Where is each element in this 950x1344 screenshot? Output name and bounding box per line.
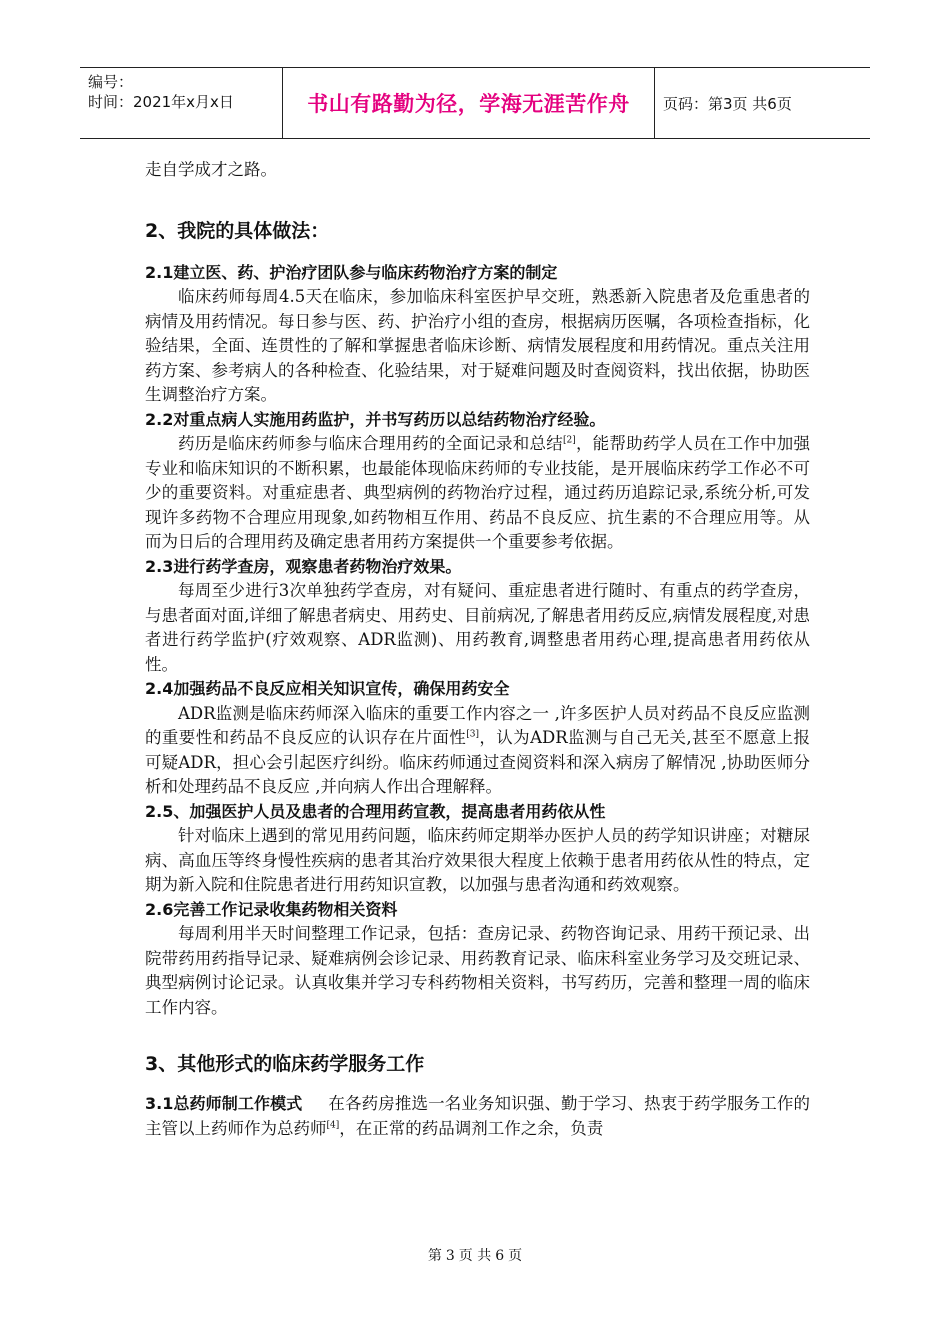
citation-4: [4]: [326, 1120, 340, 1130]
header-meta: [80, 68, 283, 138]
footer-mid: 页 共: [458, 1248, 492, 1264]
footer-prefix: 第: [427, 1248, 442, 1264]
page-header: [80, 67, 870, 139]
intro-tail: 走自学成才之路。: [145, 160, 277, 179]
subsection-2-6-heading: 2.6完善工作记录收集药物相关资料: [145, 899, 398, 919]
subsection-2-3-body: 每周至少进行3次单独药学查房，对有疑问、重症患者进行随时、有重点的药学查房，与患者面对面,详细了解患者病史、用药史、目前病况,了解患者用药反应,病情发展程度,对患者进行药学监护(疗效观察、ADR监测)、用药教育,调整患者用药心理,提高患者用药依从性。: [145, 581, 810, 674]
document-body: [145, 158, 810, 1141]
s2-4-text-b: ，认为ADR监测与自己无关,甚至不愿意上报可疑ADR，担心会引起医疗纠纷。临床药师通过查阅资料和深入病房了解情况 ,协助医师分析和处理药品不良反应 ,并向病人作出合理解释。: [145, 728, 810, 796]
s2-2-text-b: ，能帮助药学人员在工作中加强专业和临床知识的不断积累，也最能体现临床药师的专业技能，是开展临床药学工作必不可少的重要资料。对重症患者、典型病例的药物治疗过程，通过药历追踪记录,系统分析,可发现许多药物不合理应用现象,如药物相互作用、药品不良反应、抗生素的不合理应用等。从而为日后的合理用药及确定患者用药方案提供一个重要参考依据。: [145, 434, 811, 551]
subsection-2-1-heading: 2.1建立医、药、护治疗团队参与临床药物治疗方案的制定: [145, 262, 558, 282]
subsection-2-2-body: [145, 432, 810, 555]
section-3-heading: 3、其他形式的临床药学服务工作: [145, 1053, 425, 1075]
subsection-2-5-body: 针对临床上遇到的常见用药问题，临床药师定期举办医护人员的药学知识讲座；对糖尿病、高血压等终身慢性疾病的患者其治疗效果很大程度上依赖于患者用药依从性的特点，定期为新入院和住院患者进行用药知识宣教，以加强与患者沟通和药效观察。: [145, 826, 810, 894]
footer-suffix: 页: [508, 1248, 523, 1264]
citation-2: [2]: [562, 435, 576, 446]
s3-1-text-b: ，在正常的药品调剂工作之余，负责: [339, 1118, 604, 1138]
header-number: 编号：: [88, 73, 134, 91]
header-motto: 书山有路勤为径，学海无涯苦作舟: [283, 68, 655, 138]
subsection-2-4-heading: 2.4加强药品不良反应相关知识宣传，确保用药安全: [145, 679, 510, 698]
subsection-3-1-heading: 3.1总药师制工作模式: [145, 1094, 303, 1113]
subsection-2-3-heading: 2.3进行药学查房，观察患者药物治疗效果。: [145, 556, 462, 576]
footer-total-pages: 6: [495, 1248, 505, 1264]
footer-page-number: 3: [445, 1248, 455, 1264]
subsection-2-4-body: [145, 702, 810, 800]
header-page-info: 页码：第3页 共6页: [663, 94, 792, 113]
subsection-2-1-body: 临床药师每周4.5天在临床，参加临床科室医护早交班，熟悉新入院患者及危重患者的病情及用药情况。每日参与医、药、护治疗小组的查房，根据病历医嘱，各项检查指标，化验结果，全面、连贯性的了解和掌握患者临床诊断、病情发展程度和用药情况。重点关注用药方案、参考病人的各种检查、化验结果，对于疑难问题及时查阅资料，找出依据，协助医生调整治疗方案。: [145, 287, 810, 404]
section-2-heading: 2、我院的具体做法：: [145, 219, 330, 242]
page-footer: [0, 1245, 950, 1265]
citation-3: [3]: [466, 729, 479, 740]
subsection-2-5-heading: 2.5、加强医护人员及患者的合理用药宣教，提高患者用药依从性: [145, 801, 606, 821]
s2-4-text-a: ADR监测是临床药师深入临床的重要工作内容之一 ,许多医护人员对药品不良反应监测的重要性和药品不良反应的认识存在片面性: [145, 703, 810, 747]
subsection-2-6-body: 每周利用半天时间整理工作记录，包括：查房记录、药物咨询记录、用药干预记录、出院带药用药指导记录、疑难病例会诊记录、用药教育记录、临床科室业务学习及交班记录、典型病例讨论记录。认真收集并学习专科药物相关资料，书写药历，完善和整理一周的临床工作内容。: [145, 924, 810, 1017]
header-date: 时间：2021年x月x日: [88, 93, 234, 111]
s3-1-text-a: 在各药房推选一名业务知识强、勤于学习、热衷于药学服务工作的主管以上药师作为总药师: [145, 1094, 810, 1138]
subsection-2-2-heading: 2.2对重点病人实施用药监护，并书写药历以总结药物治疗经验。: [145, 409, 606, 429]
s2-2-text-a: 药历是临床药师参与临床合理用药的全面记录和总结: [178, 434, 563, 453]
subsection-3-1-body: [145, 1092, 810, 1141]
